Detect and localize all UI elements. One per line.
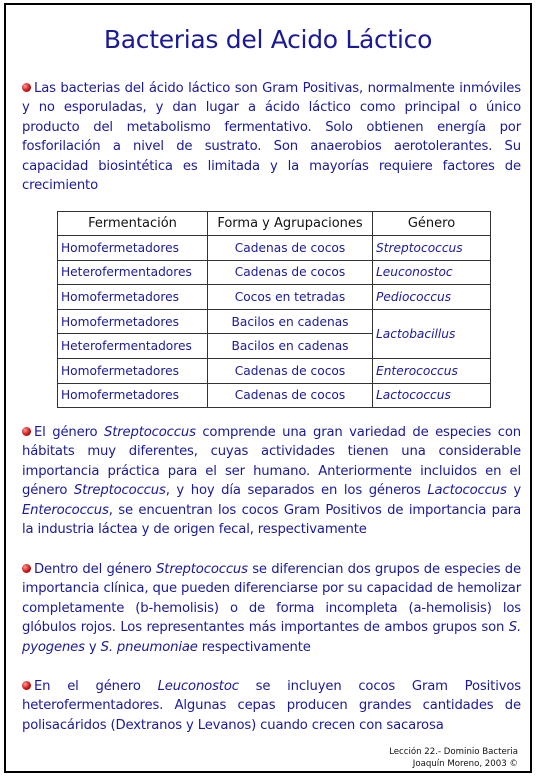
text-span: En el género [34, 679, 158, 694]
header-fermentacion: Fermentación [58, 212, 208, 236]
intro-text: Las bacterias del ácido láctico son Gram Positivas, normalmente inmóviles y no esporuladas, y dan lugar a ácido láctico como principal o único producto del metabolismo fermentativo. Solo obtienen energía por fosforilación a nivel de sustrato. Son anaerobios aerotolerantes. Su capacidad biosintética es limitada y la mayorías requiere factores de crecimiento [22, 81, 521, 194]
text-span: y [84, 639, 101, 655]
cell-fermentacion: Homofermetadores [58, 383, 208, 408]
streptococcus-paragraph [22, 423, 521, 539]
text-span: El género [34, 425, 104, 440]
cell-genero: Lactobacillus [373, 309, 491, 358]
cell-fermentacion: Homofermetadores [58, 285, 208, 310]
bullet-icon [22, 564, 31, 573]
page-title: Bacterias del Acido Láctico [103, 25, 433, 54]
cell-forma: Bacilos en cadenas [208, 334, 373, 359]
text-span: y [506, 483, 521, 499]
table-row [58, 383, 491, 408]
text-span: comprende una gran variedad de especies con hábitats muy diferentes, cuyas actividades tienen una considerable importancia práctica para el ser humano. Anteriormente incluidos en el género [22, 425, 521, 499]
cell-fermentacion: Homofermetadores [58, 309, 208, 334]
leuconostoc-paragraph [22, 677, 521, 735]
genus-name: Leuconostoc [157, 679, 239, 694]
table-header-row [58, 212, 491, 236]
cell-forma: Cadenas de cocos [208, 260, 373, 285]
bullet-icon [22, 427, 31, 436]
table-row [58, 309, 491, 334]
cell-forma: Bacilos en cadenas [208, 309, 373, 334]
table-row [58, 285, 491, 310]
cell-genero: Pediococcus [373, 285, 491, 310]
genus-name: Streptococcus [104, 425, 196, 440]
intro-paragraph [22, 79, 521, 195]
text-span: Dentro del género [34, 562, 157, 577]
hemolysis-paragraph [22, 560, 521, 657]
table-row [58, 236, 491, 261]
text-span: se diferencian dos grupos de especies de importancia clínica, que pueden diferenciarse por su capacidad de hemolizar completamente (b-hemolisis) o de forma incompleta (a-hemolisis) los glóbulos rojos. Los representantes más importantes de ambos grupos son [22, 562, 521, 636]
text-span: , y hoy día separados en los géneros [165, 483, 428, 499]
cell-forma: Cadenas de cocos [208, 236, 373, 261]
species-name: S. pneumoniae [100, 639, 198, 655]
species-name: S. pyogenes [22, 620, 521, 655]
cell-genero: Leuconostoc [373, 260, 491, 285]
footer-lesson: Lección 22.- Dominio Bacteria [389, 747, 518, 757]
cell-genero: Enterococcus [373, 358, 491, 383]
text-span: se incluyen cocos Gram Positivos heterofermentadores. Algunas cepas producen grandes cantidades de polisacáridos (Dextranos y Levanos) cuando crecen con sacarosa [22, 679, 521, 733]
footer-author: Joaquín Moreno, 2003 © [412, 759, 518, 769]
page-footer [389, 746, 518, 770]
genus-name: Streptococcus [73, 483, 166, 499]
text-span: , se encuentran los cocos Gram Positivos de importancia para la industria láctea y de origen fecal, respectivamente [22, 502, 521, 538]
genus-name: Streptococcus [156, 562, 248, 577]
cell-forma: Cadenas de cocos [208, 358, 373, 383]
genus-name: Lactococcus [427, 483, 507, 499]
cell-fermentacion: Homofermetadores [58, 358, 208, 383]
cell-forma: Cocos en tetradas [208, 285, 373, 310]
bullet-icon [22, 681, 31, 690]
text-span: respectivamente [197, 639, 311, 655]
cell-genero: Lactococcus [373, 383, 491, 408]
header-genero: Género [373, 212, 491, 236]
header-forma: Forma y Agrupaciones [208, 212, 373, 236]
bullet-icon [22, 83, 31, 92]
cell-fermentacion: Heterofermentadores [58, 334, 208, 359]
page-frame [4, 3, 532, 773]
cell-forma: Cadenas de cocos [208, 383, 373, 408]
table-row [58, 358, 491, 383]
table-row [58, 260, 491, 285]
cell-fermentacion: Heterofermentadores [58, 260, 208, 285]
genus-name: Enterococcus [22, 502, 109, 518]
cell-genero: Streptococcus [373, 236, 491, 261]
fermentation-table [57, 211, 491, 408]
cell-fermentacion: Homofermetadores [58, 236, 208, 261]
